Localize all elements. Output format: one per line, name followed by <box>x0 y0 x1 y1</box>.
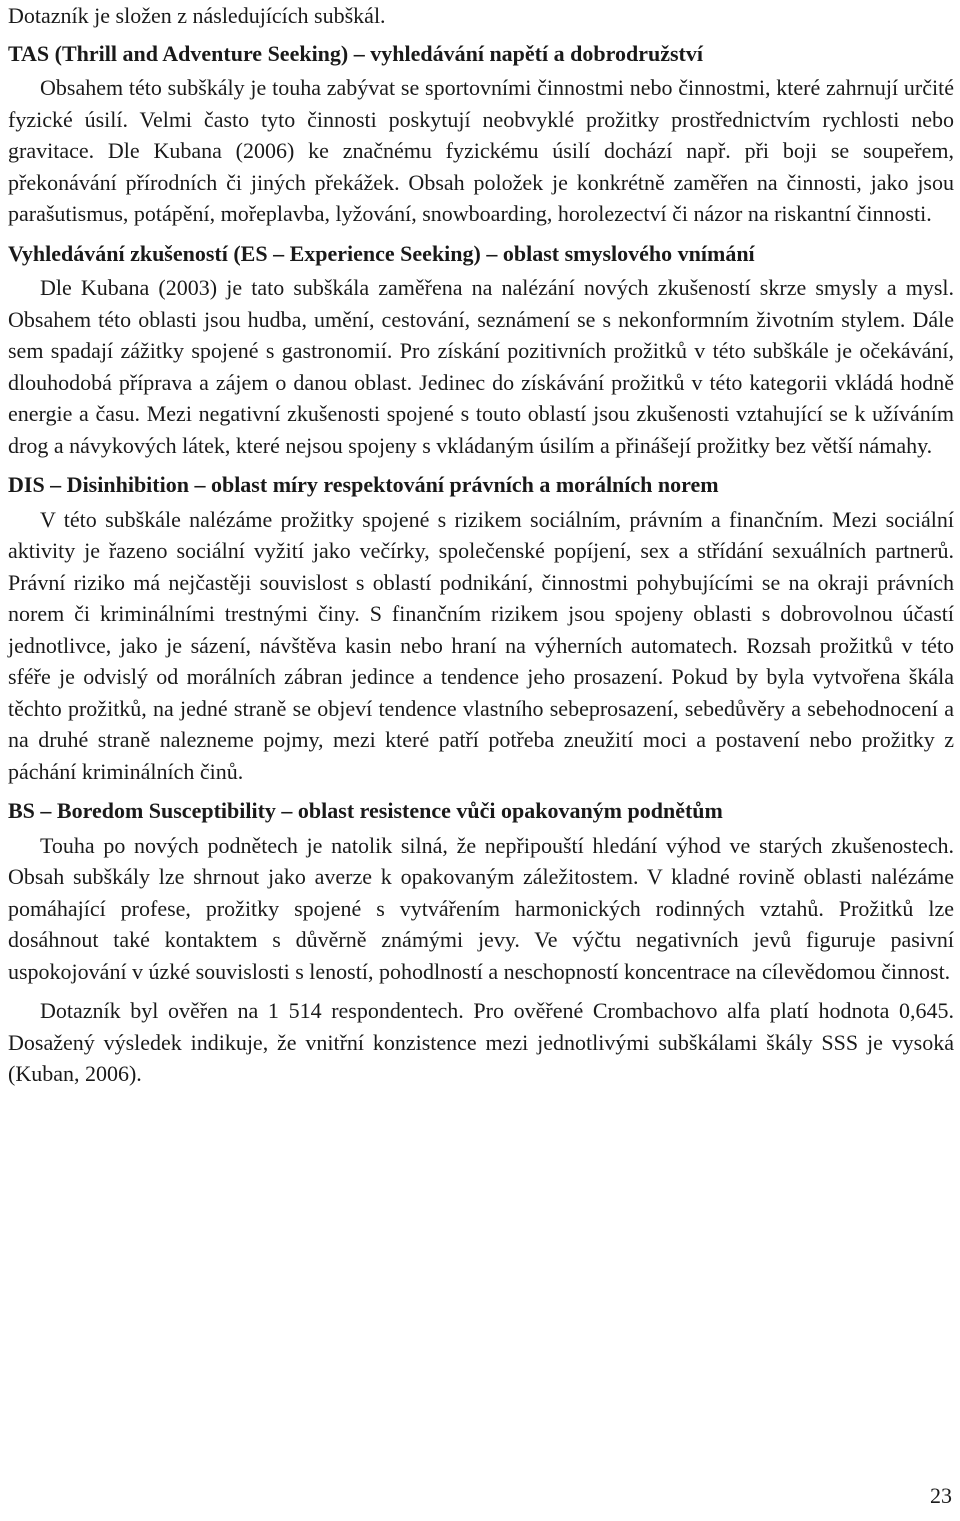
section-tas <box>8 38 954 230</box>
closing-paragraph: Dotazník byl ověřen na 1 514 respondentech. Pro ověřené Crombachovo alfa platí hodnota 0,645. Dosažený výsledek indikuje, že vnitřní konzistence mezi jednotlivými subškálami škály SSS je vysoká (Kuban, 2006). <box>8 998 954 1086</box>
section-paragraph: Touha po nových podnětech je natolik silná, že nepřipouští hledání výhod ve starých zkušenostech. Obsah subškály lze shrnout jako averze k opakovaným záležitostem. V kladné rovině oblasti nalézáme pomáhající profese, prožitky spojené s vytvářením harmonických rodinných vztahů. Prožitků lze dosáhnout také kontaktem s důvěrně známými jevy. Ve výčtu negativních jevů figuruje pasivní uspokojování v úzké souvislosti s leností, pohodlností a neschopností koncentrace na cílevědomou činnost. <box>8 832 954 984</box>
section-bs <box>8 795 954 987</box>
page-number: 23 <box>930 1483 952 1508</box>
section-heading: Vyhledávání zkušeností (ES – Experience Seeking) – oblast smyslového vnímání <box>8 240 755 266</box>
section-dis <box>8 469 954 787</box>
section-paragraph: V této subškále nalézáme prožitky spojené s rizikem sociálním, právním a finančním. Mezi sociální aktivity je řazeno sociální vyžití jako večírky, společenské popíjení, sex a střídání sexuálních partnerů. Právní riziko má nejčastěji souvislost s oblastí podnikání, činnostmi pohybujícími se na okraji právních norem či kriminálními trestnými činy. S finančním rizikem jsou spojeny oblasti s dobrovolnou účastí jednotlivce, jako je sázení, návštěva kasin nebo hraní na výherních automatech. Rozsah prožitků v této sféře je odvislý od morálních zábran jedince a tendence jeho prosazení. Pokud by byla vytvořena škála těchto prožitků, na jedné straně se objeví tendence vlastního sebeprosazení, sebedůvěry a sebehodnocení a na druhé straně nalezneme pojmy, mezi které patří potřeba zneužití moci a postavení nebo prožitky z páchání kriminálních činů. <box>8 506 954 784</box>
section-heading: DIS – Disinhibition – oblast míry respektování právních a morálních norem <box>8 472 719 497</box>
intro-text: Dotazník je složen z následujících subškál. <box>8 3 386 28</box>
document-page <box>8 0 954 1090</box>
section-paragraph: Dle Kubana (2003) je tato subškála zaměřena na nalézání nových zkušeností skrze smysly a mysl. Obsahem této oblasti jsou hudba, umění, cestování, seznámení se s nekonformním životním stylem. Dále sem spadají zážitky spojené s gastronomií. Pro získání pozitivních prožitků v této subškále je očekávání, dlouhodobá příprava a zájem o danou oblast. Jedinec do získávání prožitků v této kategorii vkládá hodně energie a času. Mezi negativní zkušenosti spojené s touto oblastí jsou zkušenosti vztahující se k užíváním drog a návykových látek, které nejsou spojeny s vkládaným úsilím a přinášejí prožitky bez větší námahy. <box>8 275 954 458</box>
section-heading: TAS (Thrill and Adventure Seeking) – vyhledávání napětí a dobrodružství <box>8 40 703 66</box>
section-paragraph: Obsahem této subškály je touha zabývat se sportovními činnostmi nebo činnostmi, které zahrnují určité fyzické úsilí. Velmi často tyto činnosti poskytují neobvyklé prožitky prostřednictvím rychlosti nebo gravitace. Dle Kubana (2006) ke značnému fyzickému úsilí dochází např. při boji se soupeřem, překonávání přírodních či jiných překážek. Obsah položek je konkrétně zaměřen na činnosti, jako jsou parašutismus, potápění, mořeplavba, lyžování, snowboarding, horolezectví či názor na riskantní činnosti. <box>8 75 954 226</box>
section-es <box>8 238 954 462</box>
section-heading: BS – Boredom Susceptibility – oblast resistence vůči opakovaným podnětům <box>8 798 723 823</box>
